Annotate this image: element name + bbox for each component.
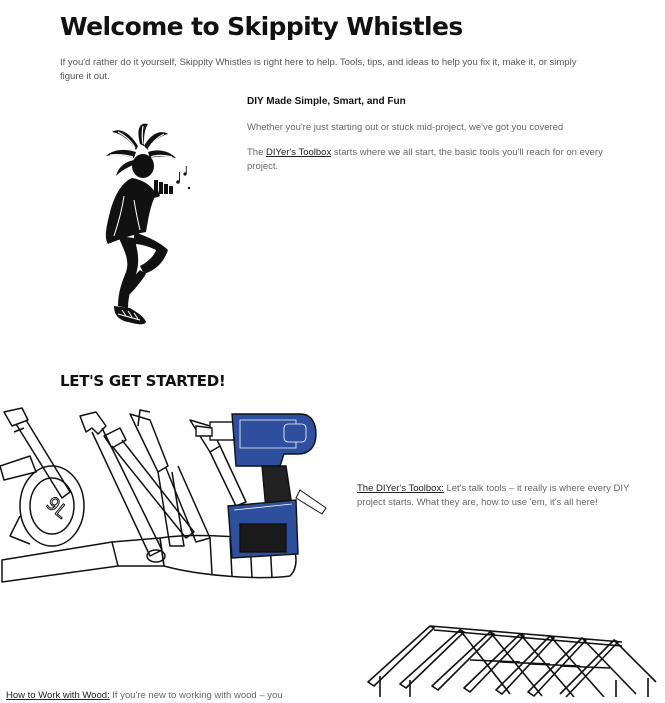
toolbox-link[interactable]: The DIYer's Toolbox: (357, 483, 444, 494)
wood-description (6, 689, 366, 703)
pan-flute-player-illustration (88, 120, 198, 335)
hand-tools-and-drill-illustration[interactable] (0, 406, 335, 601)
roof-truss-frame-illustration[interactable] (360, 620, 660, 697)
wood-text: If you're new to working with wood – you (109, 690, 283, 701)
feature-paragraph-2 (247, 146, 607, 174)
page-title: Welcome to Skippity Whistles (60, 12, 463, 41)
paragraph-prefix: The (247, 147, 267, 158)
feature-heading: DIY Made Simple, Smart, and Fun (247, 96, 406, 107)
work-with-wood-link[interactable]: How to Work with Wood: (6, 690, 110, 701)
feature-paragraph-1: Whether you're just starting out or stuck mid-project, we've got you covered (247, 122, 564, 133)
get-started-heading: LET'S GET STARTED! (60, 372, 226, 390)
intro-text: If you'd rather do it yourself, Skippity Whistles is right here to help. Tools, tips, and ideas to help you fix it, make it, or simply figure it out. (60, 57, 577, 82)
toolbox-description (357, 482, 647, 510)
paragraph-suffix: starts where we all start, the basic tools you'll reach for on every project. (247, 147, 603, 172)
toolbox-text: Let's talk tools – it really is where every DIY project starts. What they are, how to use 'em, it's all here! (357, 483, 630, 508)
svg-text:9L: 9L (41, 492, 72, 523)
diyers-toolbox-link[interactable]: DIYer's Toolbox (266, 147, 332, 158)
